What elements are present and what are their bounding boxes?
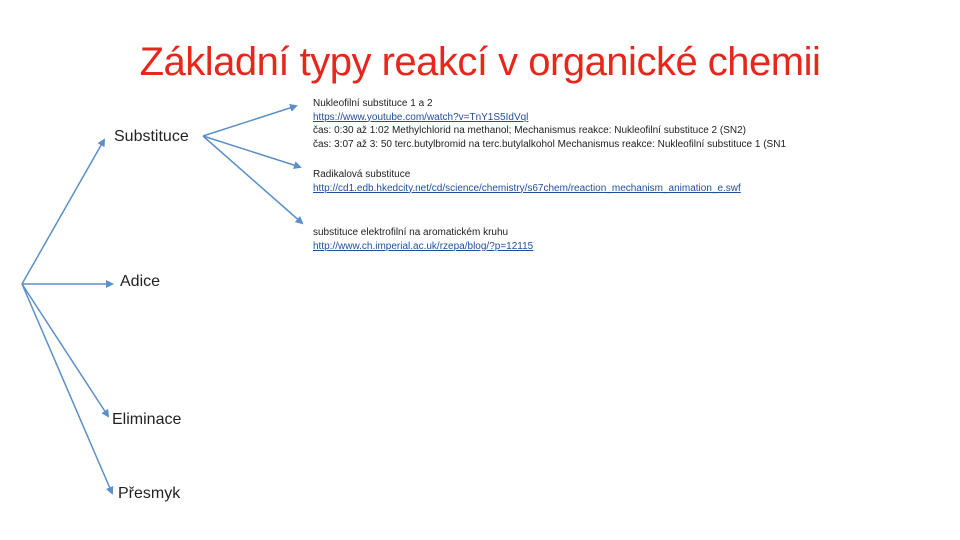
note-nucleophilic-line2: čas: 3:07 až 3: 50 terc.butylbromid na terc.butylalkohol Mechanismus reakce: Nukleofilní substituce 1 (SN1 <box>313 138 787 150</box>
note-nucleophilic <box>313 97 786 151</box>
note-nucleophilic-line1: čas: 0:30 až 1:02 Methylchlorid na methanol; Mechanismus reakce: Nukleofilní substituce 2 (SN2) <box>313 125 746 136</box>
category-eliminace: Eliminace <box>112 411 182 428</box>
arrow-to-substituce <box>22 140 104 284</box>
arrow-to-eliminace <box>22 284 108 416</box>
note-electrophilic <box>313 226 533 253</box>
arrow-to-presmyk <box>22 284 112 493</box>
note-nucleophilic-link[interactable]: https://www.youtube.com/watch?v=TnY1S5IdVql <box>313 111 529 123</box>
arrow-to-nucleophilic <box>203 106 296 136</box>
note-electrophilic-heading: substituce elektrofilní na aromatickém kruhu <box>313 227 509 238</box>
category-presmyk: Přesmyk <box>118 485 181 502</box>
note-radical-link[interactable]: http://cd1.edb.hkedcity.net/cd/science/chemistry/s67chem/reaction_mechanism_animation_e.swf <box>313 182 741 194</box>
arrow-to-radical <box>203 136 300 167</box>
category-substituce: Substituce <box>114 128 189 145</box>
note-electrophilic-link[interactable]: http://www.ch.imperial.ac.uk/rzepa/blog/?p=12115 <box>313 240 534 252</box>
note-radical-heading: Radikalová substituce <box>313 169 411 180</box>
note-nucleophilic-heading: Nukleofilní substituce 1 a 2 <box>313 98 433 109</box>
arrow-to-electrophilic <box>203 136 302 223</box>
category-adice: Adice <box>120 273 161 290</box>
slide-title: Základní typy reakcí v organické chemii <box>139 40 821 84</box>
note-radical <box>313 168 741 195</box>
